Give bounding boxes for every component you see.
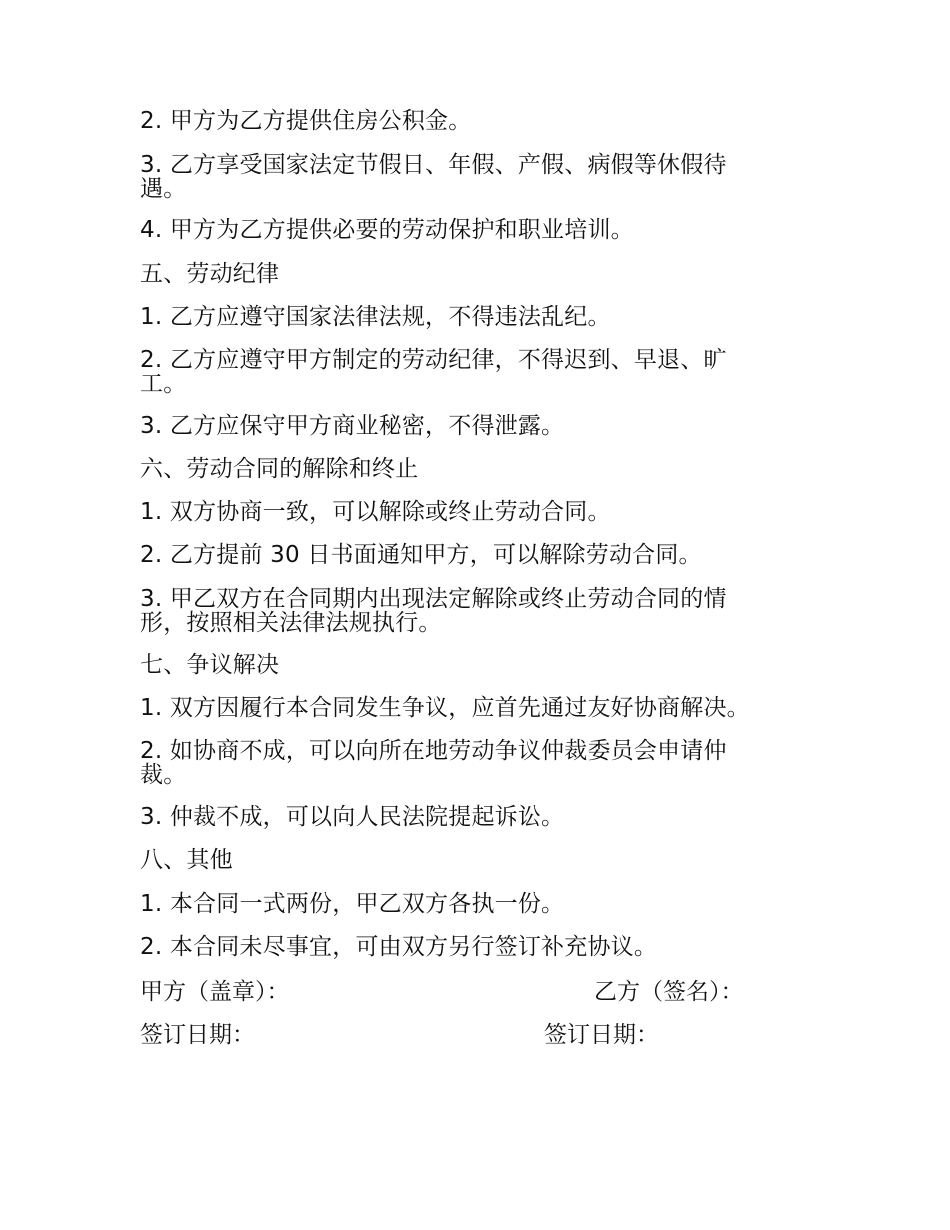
clause-holidays: 3. 乙方享受国家法定节假日、年假、产假、病假等休假待遇。 (140, 152, 727, 202)
clause-litigation: 3. 仲裁不成，可以向人民法院提起诉讼。 (140, 804, 565, 830)
clause-mutual-termination: 1. 双方协商一致，可以解除或终止劳动合同。 (140, 499, 611, 525)
clause-notice-termination: 2. 乙方提前 30 日书面通知甲方，可以解除劳动合同。 (140, 542, 702, 568)
clause-obey-laws: 1. 乙方应遵守国家法律法规，不得违法乱纪。 (140, 304, 611, 330)
party-a-seal-label: 甲方（盖章）： (140, 979, 290, 1005)
clause-housing-fund: 2. 甲方为乙方提供住房公积金。 (140, 108, 472, 134)
clause-copies: 1. 本合同一式两份，甲乙双方各执一份。 (140, 891, 565, 917)
party-b-date-label: 签订日期： (544, 1022, 659, 1048)
clause-arbitration: 2. 如协商不成，可以向所在地劳动争议仲裁委员会申请仲裁。 (140, 738, 727, 788)
section-heading-dispute: 七、争议解决 (140, 652, 280, 678)
party-b-signature-label: 乙方（签名）： (594, 979, 744, 1005)
clause-protection-training: 4. 甲方为乙方提供必要的劳动保护和职业培训。 (140, 217, 634, 243)
section-heading-termination: 六、劳动合同的解除和终止 (140, 456, 419, 482)
clause-trade-secrets: 3. 乙方应保守甲方商业秘密，不得泄露。 (140, 413, 565, 439)
party-a-date-label: 签订日期： (140, 1022, 255, 1048)
clause-negotiation: 1. 双方因履行本合同发生争议，应首先通过友好协商解决。 (140, 695, 750, 721)
clause-legal-termination: 3. 甲乙双方在合同期内出现法定解除或终止劳动合同的情形，按照相关法律法规执行。 (140, 586, 727, 636)
clause-supplementary: 2. 本合同未尽事宜，可由双方另行签订补充协议。 (140, 934, 658, 960)
section-heading-labor-discipline: 五、劳动纪律 (140, 261, 280, 287)
section-heading-other: 八、其他 (140, 847, 233, 873)
clause-work-discipline: 2. 乙方应遵守甲方制定的劳动纪律，不得迟到、早退、旷工。 (140, 347, 727, 397)
